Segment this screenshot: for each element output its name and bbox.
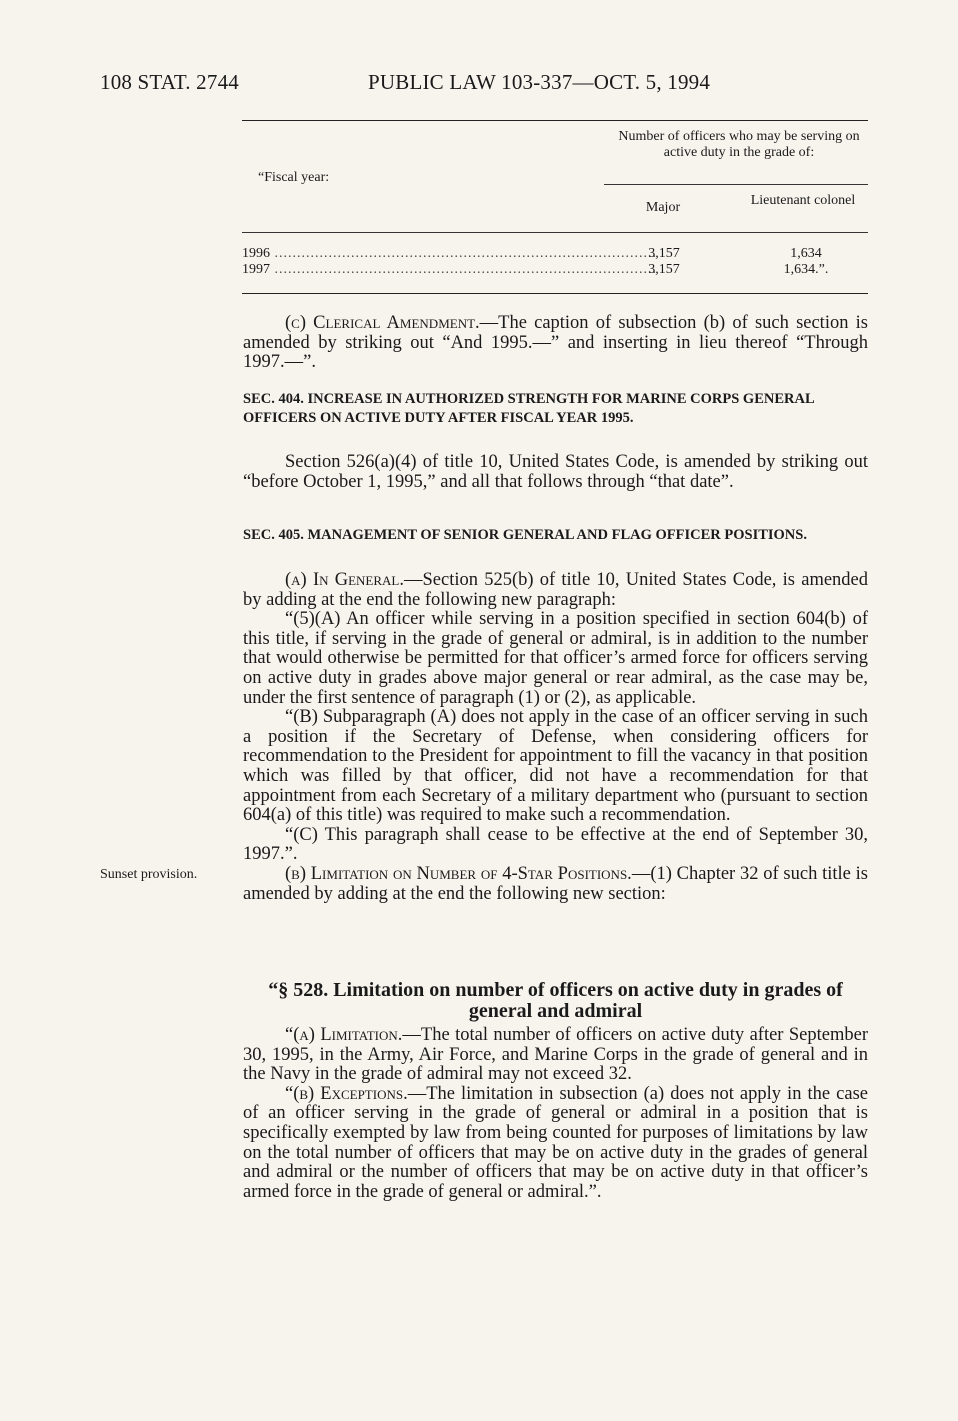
column-spanner: Number of officers who may be serving on active duty in the grade of: — [618, 129, 860, 160]
stat-reference: 108 STAT. 2744 — [100, 70, 239, 94]
column-header-major: Major — [645, 200, 681, 215]
section-528-title: “§ 528. Limitation on number of officers on active duty in grades of general and admiral — [268, 979, 843, 1022]
sec-404-text: Section 526(a)(4) of title 10, United States Code, is amended by striking out “before October 1, 1995,” and all that follows through “that date”. — [243, 452, 868, 492]
paragraph-5A: “(5)(A) An officer while serving in a position specified in section 604(b) of this title, if serving in the grade of general or admiral, is in addition to the number that would otherwise be permitted for that officer’s armed force for officers serving on active duty in grades above major general or rear admiral, as the case may be, under the first sentence of paragraph (1) or (2), as applicable. — [243, 609, 868, 708]
clerical-text: —The caption of subsection (b) of such section is amended by striking out “And 1995.—” and inserting in lieu thereof “Through 1997.—”. — [243, 313, 868, 373]
sec-405-a-text: —Section 525(b) of title 10, United States Code, is amended by adding at the end the following new paragraph: — [243, 570, 869, 610]
sec-528-a-label: “(a) Limitation. — [285, 1025, 403, 1045]
stub-header: “Fiscal year: — [258, 170, 330, 185]
sec-405-b-label: (b) Limitation on Number of 4-Star Positions. — [285, 863, 632, 884]
table-top-rule — [242, 120, 868, 121]
clerical-label: (c) Clerical Amendment. — [285, 313, 480, 333]
table-bottom-rule — [242, 293, 868, 294]
header-bottom-rule — [242, 232, 868, 233]
sec-405-a-label: (a) In General. — [285, 570, 404, 590]
sec-404-body — [243, 453, 868, 492]
sec-405-b-text: —(1) Chapter 32 of such title is amended by adding at the end the following new section: — [243, 863, 868, 904]
paragraph-5C: “(C) This paragraph shall cease to be effective at the end of September 30, 1997.”. — [243, 824, 868, 865]
public-law-reference: PUBLIC LAW 103-337—OCT. 5, 1994 — [368, 70, 711, 94]
sec-528-a-text: —The total number of officers on active duty after September 30, 1995, in the Army, Air Force, and Marine Corps in the grade of general and in the Navy in the grade of admiral may not exceed 32. — [243, 1025, 868, 1085]
row-ltcol-value: 1,634.”. — [783, 262, 829, 277]
column-header-lieutenant-colonel: Lieutenant colonel — [750, 193, 856, 208]
sunset-provision-note: Sunset provision. — [100, 867, 198, 882]
row-major-value: 3,157 — [648, 246, 680, 261]
row-ltcol-value: 1,634 — [790, 246, 822, 261]
spanner-rule — [604, 184, 868, 185]
sec-528-b-label: “(b) Exceptions. — [285, 1083, 408, 1104]
row-year: 1997 — [242, 262, 270, 277]
sec-405-heading: SEC. 405. MANAGEMENT OF SENIOR GENERAL AND FLAG OFFICER POSITIONS. — [243, 527, 807, 543]
sec-404-heading: SEC. 404. INCREASE IN AUTHORIZED STRENGTH FOR MARINE CORPS GENERAL OFFICERS ON ACTIVE DUTY AFTER FISCAL YEAR 1995. — [243, 391, 814, 426]
section-528-body — [243, 1026, 868, 1202]
paragraph-5B: “(B) Subparagraph (A) does not apply in the case of an officer serving in such a position if the Secretary of Defense, when considering officers for recommendation to the President for appointment to fill the vacancy in that position which was filled by that officer, did not have a recommendation for that appointment from each Secretary of a military department who (pursuant to section 604(a) of this title) was required to make such a recommendation. — [243, 707, 868, 826]
table-row — [242, 246, 657, 262]
table-row — [242, 262, 657, 278]
sec-528-b-text: —The limitation in subsection (a) does not apply in the case of an officer serving in the grade of general or admiral in a position that is specifically exempted by law from being counted for purposes of limitations by law on the total number of officers that may be on active duty in the grades of general and admiral or the number of officers that may be on active duty in that officer’s armed force in the grade of general or admiral.”. — [243, 1083, 869, 1202]
clerical-amendment — [243, 314, 868, 373]
leader-dots: ..................................................................................... — [270, 262, 657, 277]
row-year: 1996 — [242, 246, 270, 261]
leader-dots: ..................................................................................... — [270, 246, 657, 261]
row-major-value: 3,157 — [648, 262, 680, 277]
sec-405-body — [243, 571, 868, 904]
